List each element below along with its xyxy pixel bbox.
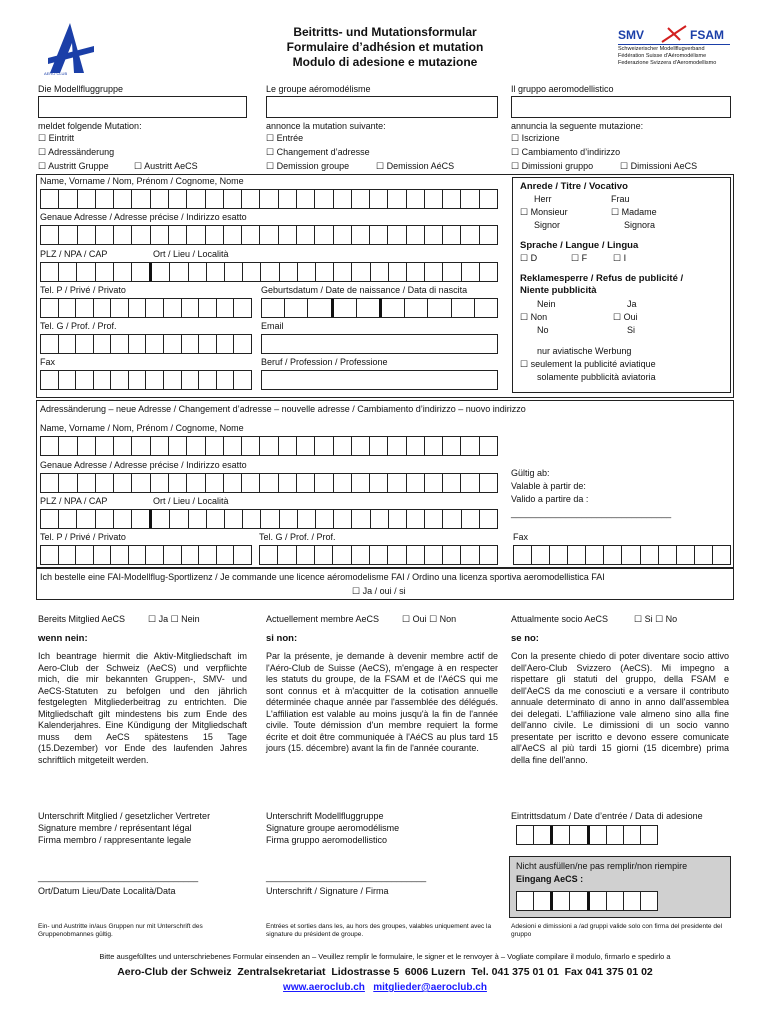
sig-member-it: Firma membro / rappresentante legale — [38, 835, 192, 845]
ad-block-title: Reklamesperre / Refus de publicité / — [520, 273, 684, 284]
if-not-it: se no: — [511, 633, 539, 644]
new-address-title: Adressänderung – neue Adresse / Changement d’adresse – nouvelle adresse / Cambiamento d’indirizzo – nuovo indirizzo — [40, 404, 526, 414]
sig-group-de: Unterschrift Modellfluggruppe — [266, 811, 384, 821]
new-fax-input[interactable] — [513, 545, 731, 565]
new-ort-label: Ort / Lieu / Località — [153, 496, 229, 506]
fax-label: Fax — [40, 357, 56, 367]
ad-block-title-it: Niente pubblicità — [520, 285, 597, 296]
tel-work-input[interactable] — [40, 334, 252, 354]
mutation-de-leave-group[interactable]: ☐ Austritt Gruppe — [38, 161, 109, 171]
sig-member-fr: Signature membre / représentant légal — [38, 823, 192, 833]
member-label-it: Attualmente socio AeCS — [511, 614, 609, 624]
language-f-checkbox[interactable]: ☐ F — [571, 253, 588, 263]
profession-label: Beruf / Profession / Professione — [261, 357, 388, 367]
valid-from-fr: Valable à partir de: — [511, 481, 586, 491]
fed-de: Schweizerischer Modellflugverband — [618, 46, 705, 52]
ad-block-yes-checkbox[interactable]: ☐ Oui — [613, 312, 638, 322]
mutation-title-it: annuncia la seguente mutazione: — [511, 121, 644, 131]
sig-member-line[interactable]: ________________________________ — [38, 872, 199, 882]
note-it: Adesioni e dimissioni a /ad gruppi valide solo con firma del presidente del gruppo — [511, 923, 723, 938]
mutation-de-leave-aecs[interactable]: ☐ Austritt AeCS — [134, 161, 198, 171]
mutation-de-entry[interactable]: ☐ Eintritt — [38, 133, 75, 143]
language-title: Sprache / Langue / Lingua — [520, 240, 639, 251]
group-label-fr: Le groupe aéromodélisme — [266, 84, 371, 94]
office-use-note: Nicht ausfüllen/ne pas remplir/non riempire — [516, 861, 688, 871]
new-plz-label: PLZ / NPA / CAP — [40, 496, 108, 506]
title-de: Beitritts- und Mutationsformular — [293, 25, 477, 39]
form-title — [250, 25, 520, 70]
tel-private-label: Tel. P / Privé / Privato — [40, 285, 126, 295]
fsam-label: FSAM — [690, 28, 724, 42]
sig-group-it: Firma gruppo aeromodellistico — [266, 835, 388, 845]
new-fax-label: Fax — [513, 532, 529, 542]
fax-input[interactable] — [40, 370, 252, 390]
mutation-it-address[interactable]: ☐ Cambiamento d’indirizzo — [511, 147, 621, 157]
entry-date-label: Eintrittsdatum / Date d’entrée / Data di adesione — [511, 811, 703, 821]
member-de-checkboxes[interactable]: ☐ Ja ☐ Nein — [148, 614, 200, 624]
aviation-ads-it: solamente pubblicità aviatoria — [537, 372, 656, 382]
aeroclub-logo — [40, 18, 100, 78]
language-i-checkbox[interactable]: ☐ I — [613, 253, 627, 263]
ja-label: Ja — [627, 299, 637, 309]
new-address-input[interactable] — [40, 473, 498, 493]
email-label: Email — [261, 321, 284, 331]
mutation-title-fr: annonce la mutation suivante: — [266, 121, 386, 131]
plz-label: PLZ / NPA / CAP — [40, 249, 108, 259]
title-it: Modulo di adesione e mutazione — [292, 55, 478, 69]
tel-work-label: Tel. G / Prof. / Prof. — [40, 321, 117, 331]
fed-it: Federazione Svizzera d'Aeromodellismo — [618, 60, 717, 66]
salutation-mr-checkbox[interactable]: ☐ Monsieur — [520, 207, 568, 217]
aviation-ads-de: nur aviatische Werbung — [537, 346, 632, 356]
sig-member-de: Unterschrift Mitglied / gesetzlicher Vertreter — [38, 811, 211, 821]
office-receipt-label: Eingang AeCS : — [516, 874, 584, 884]
valid-from-it: Valido a partire da : — [511, 494, 589, 504]
mutation-fr-address[interactable]: ☐ Changement d’adresse — [266, 147, 370, 157]
sig-group-fr: Signature groupe aeromodélisme — [266, 823, 400, 833]
title-fr: Formulaire d’adhésion et mutation — [286, 40, 484, 54]
no-label: No — [537, 325, 549, 335]
salutation-mrs-checkbox[interactable]: ☐ Madame — [611, 207, 657, 217]
member-label-fr: Actuellement membre AeCS — [266, 614, 380, 624]
send-instructions: Bitte ausgefülltes und unterschriebenes Formular einsenden an – Veuillez remplir le formulaire, le signer et le renvoyer à – Vogliate compilare il modulo, firmarlo e spedirlo a — [99, 952, 671, 961]
group-label-it: Il gruppo aeromodellistico — [511, 84, 614, 94]
valid-from-de: Gültig ab: — [511, 468, 550, 478]
address-input[interactable] — [40, 225, 498, 245]
signora-label: Signora — [624, 220, 656, 230]
mutation-fr-leave-group[interactable]: ☐ Demission groupe — [266, 161, 350, 171]
entry-date-input[interactable] — [516, 825, 658, 845]
smv-fsam-logo — [618, 28, 733, 78]
valid-from-input[interactable]: ________________________________ — [511, 508, 672, 518]
name-label: Name, Vorname / Nom, Prénom / Cognome, Nome — [40, 176, 244, 186]
email-input[interactable] — [261, 334, 498, 354]
member-it-checkboxes[interactable]: ☐ Si ☐ No — [634, 614, 678, 624]
mutation-it-leave-group[interactable]: ☐ Dimissioni gruppo — [511, 161, 594, 171]
new-address-label: Genaue Adresse / Adresse précise / Indirizzo esatto — [40, 460, 247, 470]
office-receipt-date — [516, 891, 658, 911]
group-input-it[interactable] — [511, 96, 731, 118]
licence-text: Ich bestelle eine FAI-Modellflug-Sportlizenz / Je commande une licence aéromodelisme FAI / Ordino una licenza sportiva aeromodellistica FAI — [40, 572, 605, 582]
smv-label: SMV — [618, 28, 645, 42]
group-input-de[interactable] — [38, 96, 247, 118]
new-tel-private-label: Tel. P / Privé / Privato — [40, 532, 126, 542]
club-address: Aero-Club der Schweiz Zentralsekretariat Lidostrasse 5 6006 Luzern Tel. 041 375 01 01 Fax 041 375 01 02 — [117, 966, 653, 978]
group-input-fr[interactable] — [266, 96, 498, 118]
profession-input[interactable] — [261, 370, 498, 390]
signature-label: Unterschrift / Signature / Firma — [266, 886, 389, 896]
signor-label: Signor — [534, 220, 561, 230]
new-name-label: Name, Vorname / Nom, Prénom / Cognome, Nome — [40, 423, 244, 433]
new-name-input[interactable] — [40, 436, 498, 456]
fed-fr: Fédération Suisse d'Aéromodélisme — [618, 53, 707, 59]
email-link[interactable]: mitglieder@aeroclub.ch — [373, 982, 487, 993]
membership-text-de: Ich beantrage hiermit die Aktiv-Mitgliedschaft im Aero-Club der Schweiz (AeCS) und verpflichte mich, die mir bekannten Gruppen-, SMV- und AeCS-Statuten zu befolgen und den jährlich festgelegten Mitgliederbeitrag zu entrichten. Die Mitgliedschaft gilt mindestens bis zum Ende des Kalenderjahres. Eine Kündigung der Mitgliedschaft muss dem AeCS spätestens 15 Tage (15.Dezember) vor Ende des laufenden Jahres schriftlich mitgeteilt werden. — [38, 651, 247, 765]
new-tel-work-input[interactable] — [259, 545, 498, 565]
aviation-ads-checkbox[interactable]: ☐ seulement la publicité aviatique — [520, 359, 656, 369]
name-input[interactable] — [40, 189, 498, 209]
language-d-checkbox[interactable]: ☐ D — [520, 253, 538, 263]
mutation-fr-entry[interactable]: ☐ Entrée — [266, 133, 304, 143]
mutation-it-entry[interactable]: ☐ Iscrizione — [511, 133, 560, 143]
mutation-fr-leave-aecs[interactable]: ☐ Demission AéCS — [376, 161, 455, 171]
plz-ort-input[interactable] — [40, 262, 498, 282]
logo-text: AERO CLUB — [44, 71, 68, 76]
membership-text-fr: Par la présente, je demande à devenir membre actif de l'Aéro-Club de Suisse (AeCS), m'engage à en respecter les statuts du groupe, de la FSAM et de l'AéCS qui me sont connus et à m'acquitter de la cotisation annuelle déterminée chaque année par l'assemblée des délégués. L'affiliation est valable au moins jusqu'à la fin de l'année civile. Toute démission d'un membre requiert la forme écrite et doit être communiquée à l'AéCS au plus tard 15 jours (15. décembre) avant la fin de l'année courante. — [266, 651, 498, 753]
mutation-de-address[interactable]: ☐ Adressänderung — [38, 147, 115, 157]
new-tel-work-label: Tel. G / Prof. / Prof. — [259, 532, 336, 542]
mutation-title-de: meldet folgende Mutation: — [38, 121, 142, 131]
ort-label: Ort / Lieu / Località — [153, 249, 229, 259]
birthdate-label: Geburtsdatum / Date de naissance / Data di nascita — [261, 285, 468, 295]
footer-links — [0, 981, 770, 994]
tel-private-input[interactable] — [40, 298, 252, 318]
birthdate-input[interactable] — [261, 298, 498, 318]
address-label: Genaue Adresse / Adresse précise / Indirizzo esatto — [40, 212, 247, 222]
if-not-de: wenn nein: — [38, 633, 88, 644]
member-fr-checkboxes[interactable]: ☐ Oui ☐ Non — [402, 614, 457, 624]
mutation-it-leave-aecs[interactable]: ☐ Dimissioni AeCS — [620, 161, 698, 171]
note-fr: Entrées et sorties dans les, au hors des groupes, valables uniquement avec la signature du président de groupe. — [266, 923, 492, 938]
place-date-label: Ort/Datum Lieu/Date Località/Data — [38, 886, 176, 896]
website-link[interactable]: www.aeroclub.ch — [283, 982, 365, 993]
plane-icon — [660, 24, 688, 44]
si-label: Si — [627, 325, 636, 335]
note-de: Ein- und Austritte in/aus Gruppen nur mit Unterschrift des Gruppenobmannes gültig. — [38, 923, 203, 938]
herr-label: Herr — [534, 194, 552, 204]
frau-label: Frau — [611, 194, 630, 204]
membership-text-it: Con la presente chiedo di poter diventare socio attivo dell'Aero-Club Svizzero (AeCS). Mi impegno a rispettare gli statuti del gruppo, della FSAM e dell'AeCS da me conosciuti e a versare il contributo annuale determinato di anno in anno dall'assemblea dei delegati. L'affiliazione vale almeno sino alla fine dell'anno civile. Le dimissioni di un socio vanno presentate per iscritto e devono essere comunicate all'AeCS al più tardi 15 giorni (15 dicembre) prima della fine dell'anno. — [511, 651, 729, 765]
sig-group-line[interactable]: ________________________________ — [266, 872, 427, 882]
ad-block-no-checkbox[interactable]: ☐ Non — [520, 312, 548, 322]
salutation-title: Anrede / Titre / Vocativo — [520, 181, 628, 192]
new-tel-private-input[interactable] — [40, 545, 252, 565]
nein-label: Nein — [537, 299, 556, 309]
group-label-de: Die Modellfluggruppe — [38, 84, 124, 94]
licence-yes-checkbox[interactable]: ☐ Ja / oui / si — [352, 586, 406, 596]
member-label-de: Bereits Mitglied AeCS — [38, 614, 126, 624]
if-not-fr: si non: — [266, 633, 298, 644]
new-plz-ort-input[interactable] — [40, 509, 498, 529]
